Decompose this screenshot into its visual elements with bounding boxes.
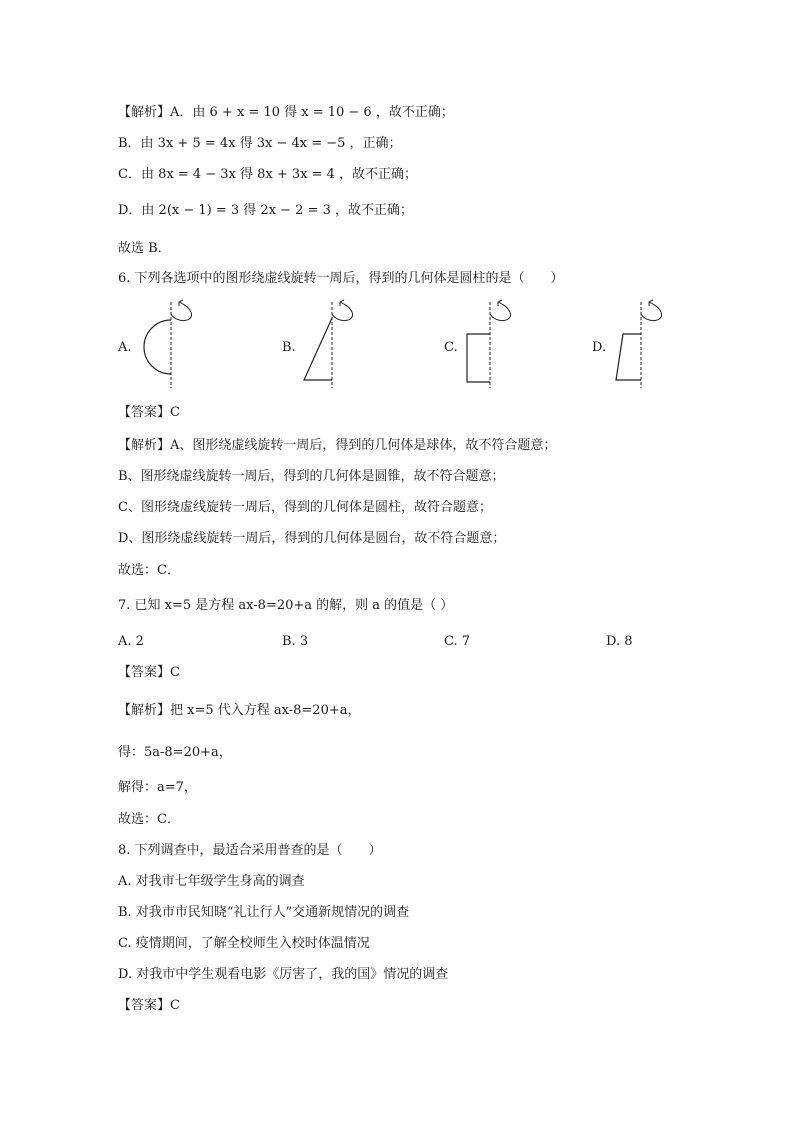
q6-option-a-label: A. — [118, 340, 132, 355]
question-8-stem: 8. 下列调查中，最适合采用普查的是（ ） — [118, 843, 382, 858]
q7-option-d: D. 8 — [606, 634, 633, 649]
question-6-analysis-line-4: D、图形绕虚线旋转一周后，得到的几何体是圆台，故不符合题意； — [118, 531, 506, 546]
question-6-analysis-line-3: C、图形绕虚线旋转一周后，得到的几何体是圆柱，故符合题意； — [118, 500, 492, 515]
q6-figure-b-triangle — [298, 298, 368, 390]
q6-option-c-label: C. — [444, 340, 458, 355]
question-6-analysis-line-2: B、图形绕虚线旋转一周后，得到的几何体是圆锥，故不符合题意； — [118, 469, 505, 484]
q6-figure-d-trapezoid — [608, 298, 678, 390]
q7-option-c: C. 7 — [444, 634, 471, 649]
analysis-5-line-3: C．由 8x = 4 − 3x 得 8x + 3x = 4 ，故不正确； — [118, 167, 418, 182]
q6-figure-a-semicircle — [135, 298, 210, 390]
question-6-analysis-line-1: 【解析】A、图形绕虚线旋转一周后，得到的几何体是球体，故不符合题意； — [118, 438, 557, 453]
q8-option-d: D. 对我市中学生观看电影《厉害了，我的国》情况的调查 — [118, 967, 449, 982]
q7-option-a: A. 2 — [118, 634, 144, 649]
q6-option-d-label: D. — [592, 340, 607, 355]
q6-figure-c-rectangle — [460, 298, 530, 390]
question-6-stem: 6. 下列各选项中的图形绕虚线旋转一周后，得到的几何体是圆柱的是（ ） — [118, 271, 564, 286]
question-7-analysis-conclusion: 故选：C． — [118, 812, 180, 827]
analysis-5-line-4: D．由 2(x − 1) = 3 得 2x − 2 = 3 ，故不正确； — [118, 203, 414, 218]
question-6-answer: 【答案】C — [118, 405, 180, 420]
analysis-5-conclusion: 故选 B． — [118, 241, 171, 256]
q6-option-b-label: B. — [282, 340, 296, 355]
question-8-answer: 【答案】C — [118, 998, 180, 1013]
analysis-5-line-2: B．由 3x + 5 = 4x 得 3x − 4x = −5 ，正确； — [118, 136, 402, 151]
question-7-stem: 7. 已知 x=5 是方程 ax-8=20+a 的解，则 a 的值是（ ） — [118, 598, 454, 613]
q8-option-b: B. 对我市市民知晓“礼让行人”交通新规情况的调查 — [118, 905, 410, 920]
question-6-analysis-conclusion: 故选：C． — [118, 563, 180, 578]
q7-option-b: B. 3 — [282, 634, 309, 649]
analysis-5-line-1: 【解析】A．由 6 + x = 10 得 x = 10 − 6 ，故不正确； — [118, 105, 454, 120]
q8-option-a: A. 对我市七年级学生身高的调查 — [118, 874, 305, 889]
question-7-answer: 【答案】C — [118, 665, 180, 680]
question-7-analysis-line-3: 解得：a=7， — [118, 780, 197, 795]
question-7-analysis-line-2: 得：5a-8=20+a， — [118, 745, 232, 760]
question-7-analysis-line-1: 【解析】把 x=5 代入方程 ax-8=20+a， — [118, 703, 361, 718]
q8-option-c: C. 疫情期间，了解全校师生入校时体温情况 — [118, 936, 370, 951]
